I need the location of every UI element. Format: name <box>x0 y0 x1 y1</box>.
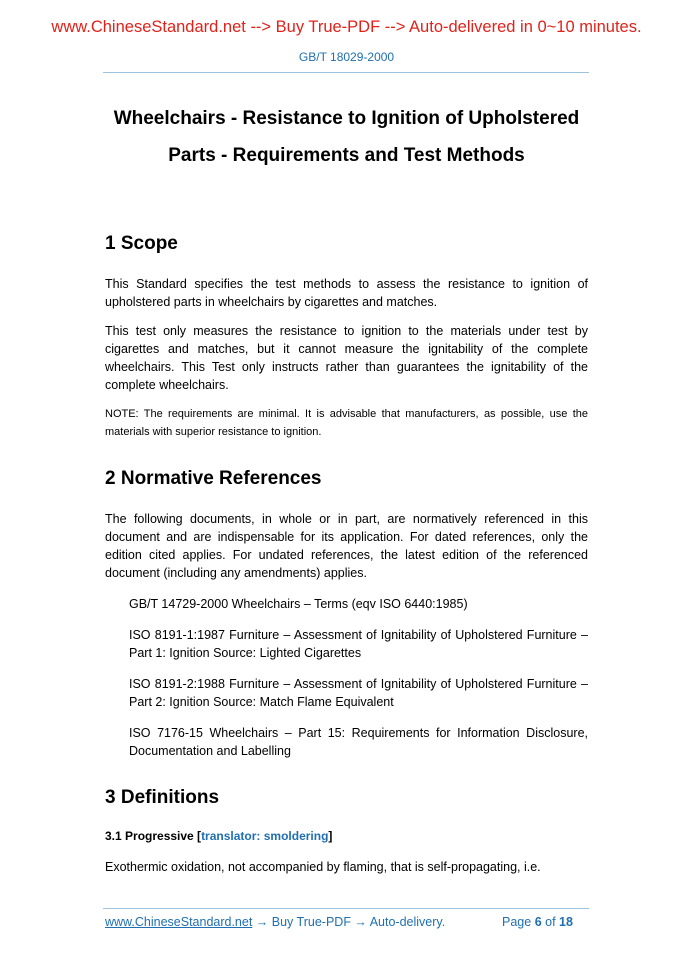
footer-divider <box>103 908 589 909</box>
definition-bracket: ] <box>328 829 333 843</box>
section-heading-definitions: 3 Definitions <box>105 787 220 808</box>
scope-note: NOTE: The requirements are minimal. It is advisable that manufacturers, as possible, use the materials with superior resistance to ignition. <box>105 408 588 438</box>
definition-subheading <box>105 827 588 845</box>
reference-item: ISO 7176-15 Wheelchairs – Part 15: Requirements for Information Disclosure, Documentation and Labelling <box>129 726 588 758</box>
arrow-icon: → <box>350 915 370 929</box>
footer-buy-link[interactable]: Buy True-PDF <box>271 915 351 929</box>
header-divider <box>103 72 589 73</box>
title-line-1: Wheelchairs - Resistance to Ignition of Upholstered <box>113 108 580 129</box>
footer-links <box>105 915 445 929</box>
page-of-label: of <box>545 915 556 929</box>
footer-auto-delivery: Auto-delivery. <box>369 915 446 929</box>
document-id: GB/T 18029-2000 <box>298 50 395 64</box>
translator-note: translator: smoldering <box>201 829 329 843</box>
section-heading-normative-references: 2 Normative References <box>105 468 322 489</box>
document-body <box>105 230 588 876</box>
scope-paragraph-2: This test only measures the resistance to ignition to the materials under test by cigarettes and matches, but it cannot measure the ignitability of the complete wheelchairs. This Test only instructs rather than guarantees the ignitability of the complete wheelchairs. <box>105 324 588 392</box>
definition-paragraph: Exothermic oxidation, not accompanied by flaming, that is self-propagating, i.e. <box>105 860 541 874</box>
scope-paragraph-1: This Standard specifies the test methods to assess the resistance to ignition of upholstered parts in wheelchairs by cigarettes and matches. <box>105 277 588 309</box>
footer-site-link[interactable]: www.ChineseStandard.net <box>105 915 253 929</box>
promo-banner[interactable]: www.ChineseStandard.net --> Buy True-PDF --> Auto-delivered in 0~10 minutes. <box>51 18 642 36</box>
page-total: 18 <box>559 915 573 929</box>
normative-paragraph: The following documents, in whole or in part, are normatively referenced in this document and are indispensable for its application. For dated references, only the edition cited applies. For undated references, the latest edition of the referenced document (including any amendments) applies. <box>105 512 588 580</box>
reference-item: ISO 8191-2:1988 Furniture – Assessment of Ignitability of Upholstered Furniture – Part 2: Ignition Source: Match Flame Equivalent <box>129 677 588 709</box>
document-title <box>60 100 633 174</box>
page-label: Page <box>502 915 532 929</box>
arrow-icon: → <box>252 915 272 929</box>
reference-item: ISO 8191-1:1987 Furniture – Assessment of Ignitability of Upholstered Furniture – Part 1: Ignition Source: Lighted Cigarettes <box>129 628 588 660</box>
definition-term: 3.1 Progressive [ <box>105 829 202 843</box>
reference-item: GB/T 14729-2000 Wheelchairs – Terms (eqv ISO 6440:1985) <box>129 597 468 611</box>
page-number: 6 <box>534 915 542 929</box>
page-indicator <box>502 915 573 929</box>
title-line-2: Parts - Requirements and Test Methods <box>168 145 525 166</box>
section-heading-scope: 1 Scope <box>105 233 178 254</box>
